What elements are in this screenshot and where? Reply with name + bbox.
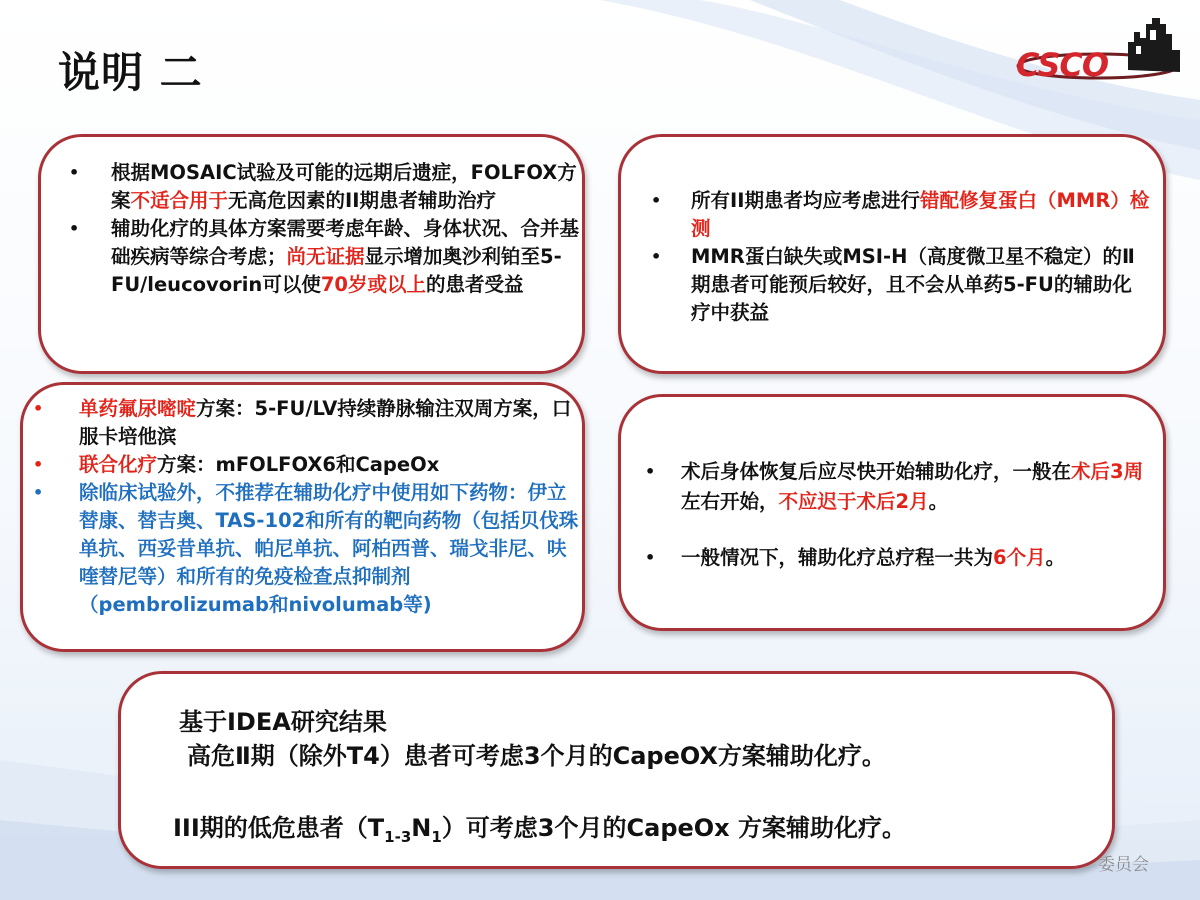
list-item (651, 187, 1151, 243)
bullet-icon: • (645, 462, 656, 481)
box-mmr (618, 134, 1166, 374)
item-text: 所有II期患者均应考虑进行错配修复蛋白（MMR）检测 (691, 189, 1150, 240)
bullet-icon: • (651, 247, 662, 266)
bullet-icon: • (33, 483, 44, 502)
item-text: 一般情况下，辅助化疗总疗程一共为6个月。 (681, 546, 1066, 569)
box-idea (118, 671, 1115, 869)
page-title: 说明 二 (58, 48, 203, 97)
list-item (33, 451, 579, 479)
list-item (33, 479, 579, 619)
box-mosaic (38, 134, 585, 374)
list-item (69, 215, 581, 299)
item-text: 根据MOSAIC试验及可能的远期后遗症，FOLFOX方案不适合用于无高危因素的II期患者辅助治疗 (111, 161, 577, 212)
list-item (69, 159, 581, 215)
bullet-icon: • (69, 163, 80, 182)
list-item (33, 395, 579, 451)
list-item (645, 543, 1151, 573)
item-text: 除临床试验外，不推荐在辅助化疗中使用如下药物：伊立替康、替吉奥、TAS-102和所有的靶向药物（包括贝伐珠单抗、西妥昔单抗、帕尼单抗、阿柏西普、瑞戈非尼、呋喹替尼等）和所有的免疫检查点抑制剂 （pembrolizumab和nivolumab等) (79, 481, 579, 616)
bullet-icon: • (651, 191, 662, 210)
bullet-icon: • (33, 399, 44, 418)
idea-line-stage3: III期的低危患者$(T_{1-3}N_1)$可考虑3个月的CapeOx 方案辅助化疗。 (173, 814, 907, 846)
bullet-icon: • (33, 455, 44, 474)
csco-logo-text: CSCO (1016, 46, 1109, 84)
item-text: 术后身体恢复后应尽快开始辅助化疗，一般在术后3周左右开始，不应迟于术后2月。 (681, 460, 1144, 513)
item-text: 单药氟尿嘧啶方案：5-FU/LV持续静脉输注双周方案，口服卡培他滨 (79, 397, 572, 448)
footer-committee-text: 委员会 (1098, 855, 1149, 875)
list-item (645, 457, 1151, 517)
idea-heading: 基于IDEA研究结果 (179, 708, 387, 736)
box-regimens (20, 382, 585, 652)
box-timing (618, 394, 1166, 631)
list-item (651, 243, 1151, 327)
bullet-icon: • (645, 548, 656, 567)
idea-line-stage2: 高危Ⅱ期（除外T4）患者可考虑3个月的CapeOX方案辅助化疗。 (187, 742, 886, 770)
item-text: 辅助化疗的具体方案需要考虑年龄、身体状况、合并基础疾病等综合考虑；尚无证据显示增加奥沙利铂至5-FU/leucovorin可以使70岁或以上的患者受益 (111, 217, 580, 296)
item-text: MMR蛋白缺失或MSI-H（高度微卫星不稳定）的Ⅱ期患者可能预后较好，且不会从单药5-FU的辅助化疗中获益 (691, 245, 1135, 324)
bullet-icon: • (69, 219, 80, 238)
item-text: 联合化疗方案：mFOLFOX6和CapeOx (79, 453, 440, 476)
